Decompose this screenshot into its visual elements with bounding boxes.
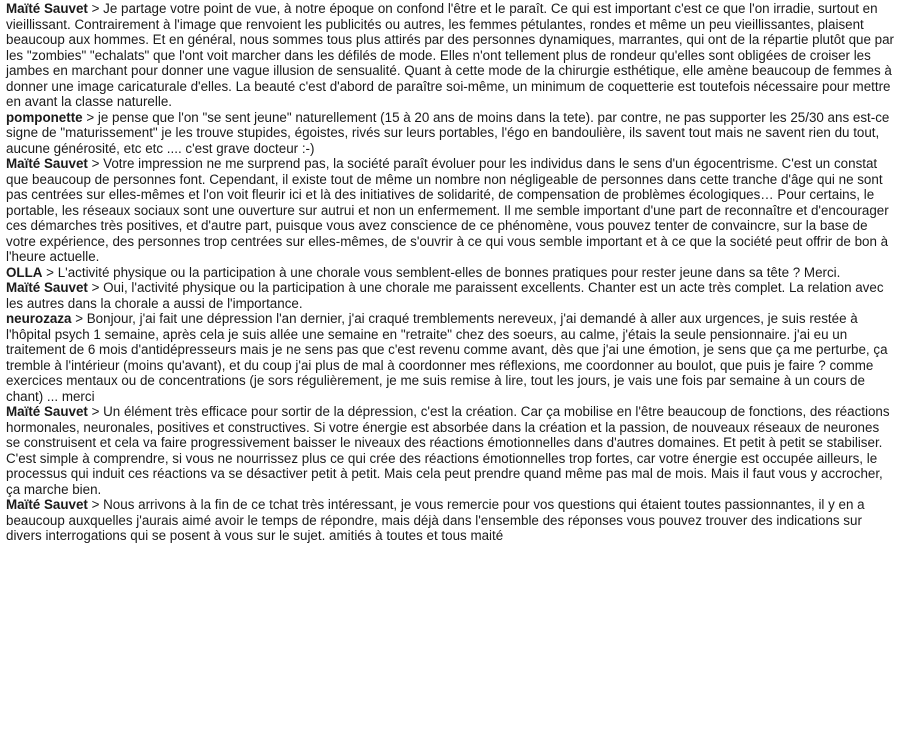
- message-text: L'activité physique ou la participation à une chorale vous semblent-elles de bonnes pratiques pour rester jeune dans sa tête ? Merci.: [57, 264, 841, 280]
- message-separator: >: [71, 311, 87, 326]
- chat-message: [6, 311, 894, 404]
- chat-message: [6, 280, 894, 311]
- chat-message: [6, 1, 894, 110]
- message-text: Oui, l'activité physique ou la participation à une chorale me paraissent excellents. Chanter est un acte très complet. La relation avec les autres dans la chorale a aussi de l'importance.: [6, 280, 884, 311]
- message-text: Un élément très efficace pour sortir de la dépression, c'est la création. Car ça mobilise en l'être beaucoup de fonctions, des réactions hormonales, neuronales, positives et constructives. Si votre énergie est absorbée dans la création et la passion, de nouveaux réseaux de neurones se construisent et cela va faire progressivement baisser le niveaux des réactions émotionnelles dans d'autres domaines. Et petit à petit se stabiliser. C'est simple à comprendre, si vous ne nourrissez plus ce qui crée des réactions émotionnelles trop fortes, car votre énergie est occupée ailleurs, le processus qui induit ces réactions va se désactiver petit à petit. Mais cela peut prendre quand même pas mal de mois. Mais il faut vous y accrocher, ça marche bien.: [6, 404, 890, 497]
- message-separator: >: [87, 156, 104, 171]
- chat-message: [6, 110, 894, 157]
- message-separator: >: [87, 1, 104, 16]
- chat-message: [6, 497, 894, 544]
- message-author: Maïté Sauvet: [6, 404, 88, 419]
- message-text: Nous arrivons à la fin de ce tchat très intéressant, je vous remercie pour vos questions qui étaient toutes passionnantes, il y en a beaucoup auxquelles j'aurais aimé avoir le temps de répondre, mais déjà dans l'ensemble des réponses vous pouvez trouver des indications sur divers interrogations qui se posent à vous sur le sujet. amitiés à toutes et tous maité: [6, 497, 865, 543]
- message-separator: >: [87, 280, 104, 295]
- message-text: Bonjour, j'ai fait une dépression l'an dernier, j'ai craqué tremblements nereveux, j'ai demandé à aller aux urgences, je suis restée à l'hôpital psych 1 semaine, après cela je suis allée une semaine en "retraite" chez des soeurs, au calme, j'étais la seule pensionnaire. j'ai eu un traitement de 6 mois d'antidépresseurs mais je ne sens pas que c'est revenu comme avant, dès que j'ai une émotion, je sens que ça me perturbe, ça tremble à l'intérieur (moins qu'avant), et du coup j'ai plus de mal à coordonner mes réflexions, me coordonner au boulot, que puis je faire ? comme exercices mentaux ou de concentrations (je sors régulièrement, je me suis remise à lire, tout les jours, je vais une fois par semaine à un cours de chant) ... merci: [6, 311, 888, 404]
- message-separator: >: [87, 404, 104, 419]
- message-text: je pense que l'on "se sent jeune" naturellement (15 à 20 ans de moins dans la tete). par contre, ne pas supporter les 25/30 ans est-ce signe de "maturissement" je les trouve stupides, égoistes, rivés sur leurs portables, l'égo en bandoulière, ils savent tout mais ne savent rien du tout, aucune générosité, etc etc .... c'est grave docteur :-): [6, 109, 890, 156]
- message-text: Je partage votre point de vue, à notre époque on confond l'être et le paraît. Ce qui est important c'est ce que l'on irradie, surtout en vieillissant. Contrairement à l'image que renvoient les publicités ou autres, les femmes pétulantes, rondes et même un peu vieillissantes, plaisent beaucoup aux hommes. Et en général, nous sommes tous plus attirés par des personnes dynamiques, marrantes, qui ont de la répartie plutôt que par les "zombies" "echalats" que l'ont voit marcher dans les défilés de mode. Elles n'ont tellement plus de rondeur qu'elles sont obligées de croiser les jambes en marchant pour donner une vague illusion de sensualité. Quant à cette mode de la chirurgie esthétique, elle amène beaucoup de femmes à donner une image caricaturale d'elles. La beauté c'est d'abord de paraître soi-même, un minimum de coquetterie est toutefois nécessaire pour mettre en avant la classe naturelle.: [6, 1, 895, 109]
- message-separator: >: [42, 264, 58, 280]
- chat-message: [6, 404, 894, 497]
- message-separator: >: [82, 109, 98, 125]
- message-author: OLLA: [6, 264, 43, 280]
- chat-message: [6, 265, 894, 281]
- message-text: Votre impression ne me surprend pas, la société paraît évoluer pour les individus dans le sens d'un égocentrisme. C'est un constat que beaucoup de personnes font. Cependant, il existe tout de même un nombre non négligeable de personnes dans cette tranche d'âge qui ne sont pas centrées sur elles-mêmes et l'on voit fleurir ici et là des initiatives de solidarité, de compensation de problèmes écologiques… Pour certains, le portable, les réseaux sociaux sont une ouverture sur autrui et non un enfermement. Il me semble important d'une part de reconnaître et d'encourager ces démarches très positives, et d'autre part, puisque vous avez conscience de ce phénomène, vous pouvez tenter de convaincre, sur la base de votre expérience, des personnes trop centrées sur elles-mêmes, de s'ouvrir à ce qui vous semble important et à ce que la société peut offrir de bon à l'heure actuelle.: [6, 156, 889, 264]
- message-author: pomponette: [6, 109, 83, 125]
- message-separator: >: [87, 497, 104, 512]
- message-author: Maïté Sauvet: [6, 1, 88, 16]
- message-author: Maïté Sauvet: [6, 280, 88, 295]
- message-author: neurozaza: [6, 311, 72, 326]
- chat-message: [6, 156, 894, 265]
- message-author: Maïté Sauvet: [6, 497, 88, 512]
- message-author: Maïté Sauvet: [6, 156, 88, 171]
